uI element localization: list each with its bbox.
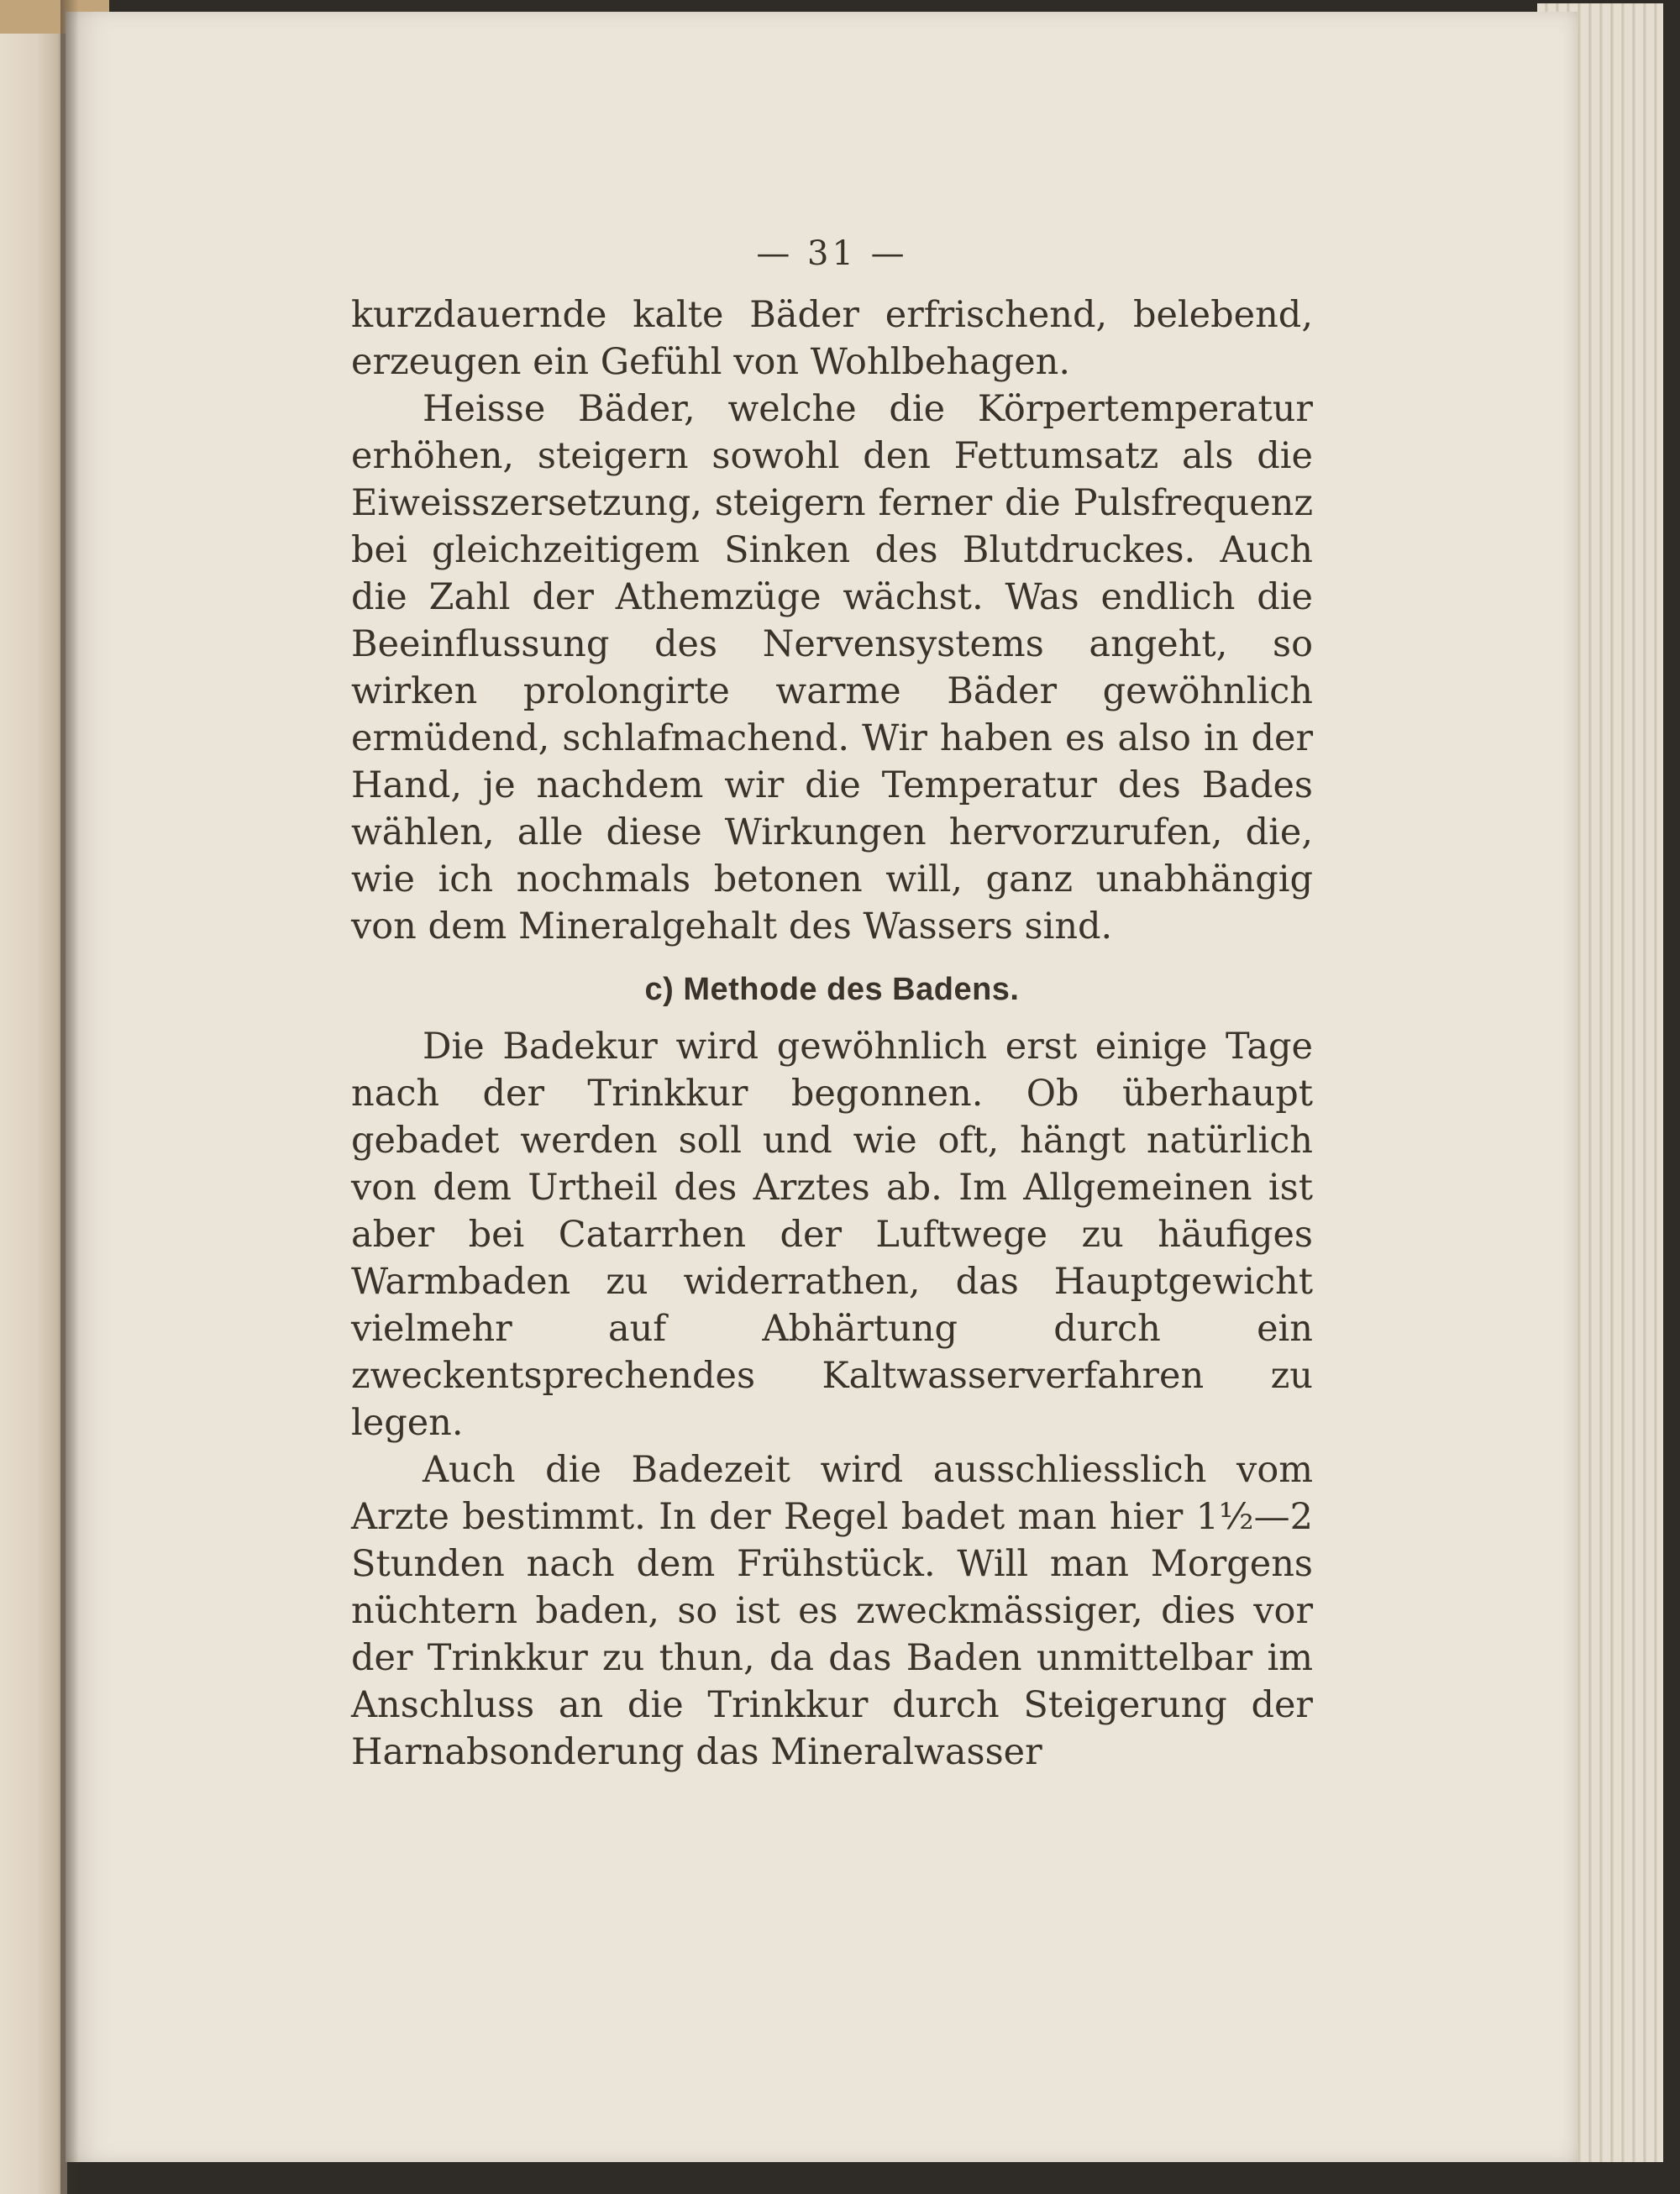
- page-number: — 31 —: [756, 234, 908, 273]
- paragraph-bath-time: Auch die Badezeit wird ausschliesslich vom Arzte bestimmt. In der Regel badet man hier 1½—2 Stunden nach dem Frühstück. Will man Morgens nüchtern baden, so ist es zweckmässiger, dies vor der Trinkkur zu thun, da das Baden unmittelbar im Anschluss an die Trinkkur durch Steigerung der Harnabsonderung das Mineralwasser: [351, 1449, 1313, 1773]
- paragraph-hot-baths: Heisse Bäder, welche die Körpertemperatur erhöhen, steigern sowohl den Fettumsatz als die Eiweisszersetzung, steigern ferner die Pulsfrequenz bei gleichzeitigem Sinken des Blutdruckes. Auch die Zahl der Athemzüge wächst. Was endlich die Beeinflussung des Nervensystems angeht, so wirken prolongirte warme Bäder gewöhnlich ermüdend, schlafmachend. Wir haben es also in der Hand, je nachdem wir die Temperatur des Bades wählen, alle diese Wirkungen hervorzurufen, die, wie ich nochmals betonen will, ganz unabhängig von dem Mineralgehalt des Wassers sind.: [351, 388, 1313, 947]
- paragraph-continuation: kurzdauernde kalte Bäder erfrischend, belebend, erzeugen ein Gefühl von Wohlbehagen.: [351, 294, 1313, 383]
- left-page-edge: [0, 0, 67, 2194]
- spine-shadow: [60, 0, 79, 2194]
- book-page: [66, 12, 1578, 2162]
- paragraph-bath-cure: Die Badekur wird gewöhnlich erst einige Tage nach der Trinkkur begonnen. Ob überhaupt gebadet werden soll und wie oft, hängt natürlich von dem Urtheil des Arztes ab. Im Allgemeinen ist aber bei Catarrhen der Luftwege zu häufiges Warmbaden zu widerrathen, das Hauptgewicht vielmehr auf Abhärtung durch ein zweckentsprechendes Kaltwasserverfahren zu legen.: [351, 1026, 1313, 1444]
- page-content: [351, 234, 1313, 1776]
- section-heading: c) Methode des Badens.: [644, 972, 1020, 1007]
